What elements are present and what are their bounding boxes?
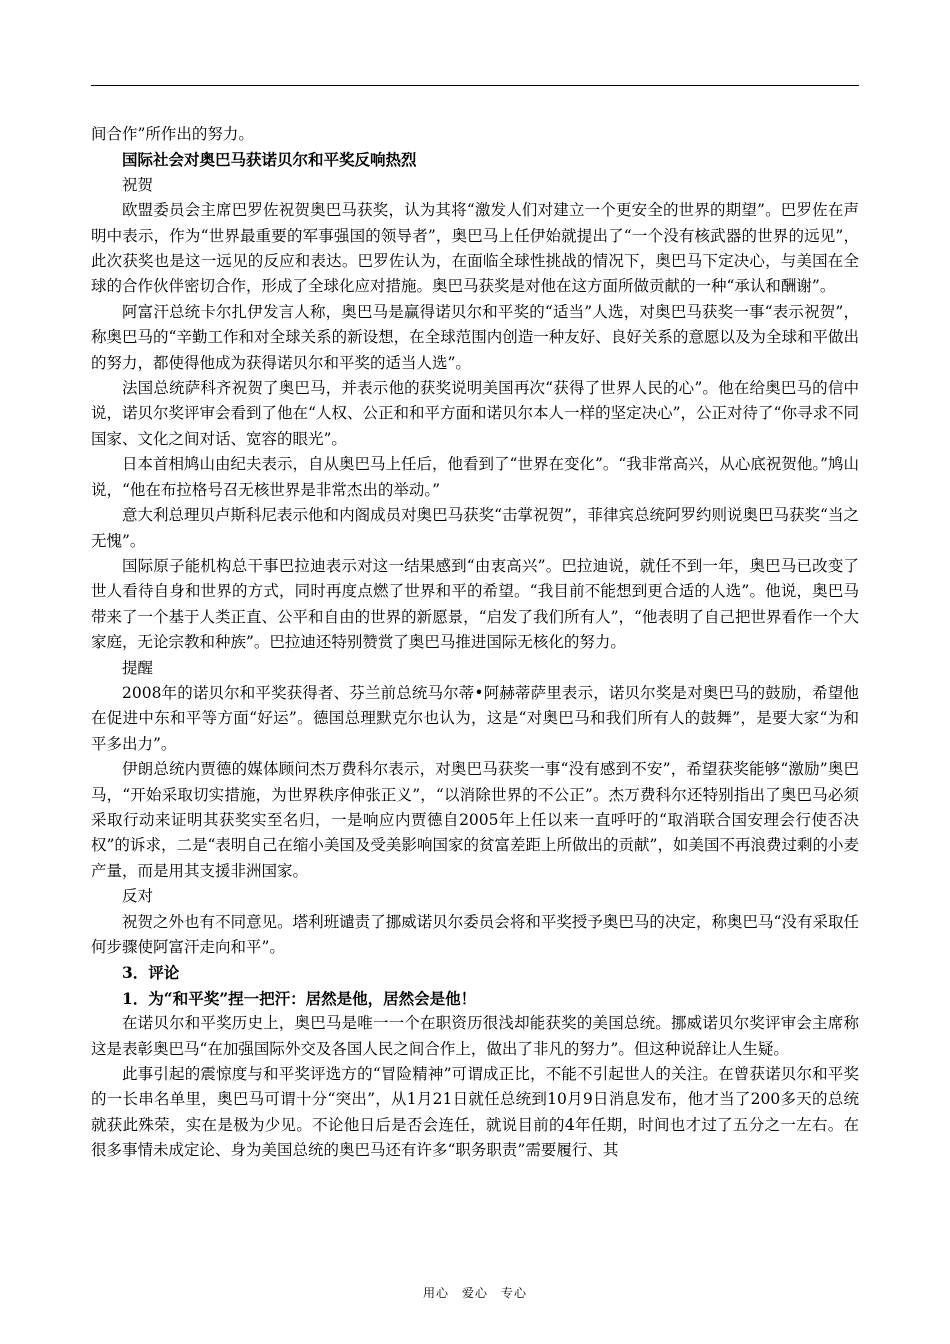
paragraph-eu: 欧盟委员会主席巴罗佐祝贺奥巴马获奖，认为其将“激发人们对建立一个更安全的世界的期望”。巴罗佐在声明中表示，作为“世界最重要的军事强国的领导者”，奥巴马上任伊始就提出了“一个没有核武器的世界的远见”，此次获奖也是这一远见的反应和表达。巴罗佐认为，在面临全球性挑战的情况下，奥巴马下定决心，与美国在全球的合作伙伴密切合作，形成了全球化应对措施。奥巴马获奖是对他在这方面所做贡献的一种“承认和酬谢”。 xyxy=(91,201,859,296)
paragraph-france: 法国总统萨科齐祝贺了奥巴马，并表示他的获奖说明美国再次“获得了世界人民的心”。他在给奥巴马的信中说，诺贝尔奖评审会看到了他在“人权、公正和和平方面和诺贝尔本人一样的坚定决心”，公正对待了“你寻求不同国家、文化之间对话、宽容的眼光”。 xyxy=(91,379,859,448)
page-footer: 用心 爱心 专心 xyxy=(422,1286,527,1300)
section-heading: 国际社会对奥巴马获诺贝尔和平奖反响热烈 xyxy=(122,150,417,170)
paragraph-iran: 伊朗总统内贾德的媒体顾问杰万费科尔表示，对奥巴马获奖一事“没有感到不安”，希望获奖能够“激励”奥巴马，“开始采取切实措施，为世界秩序伸张正义”，“以消除世界的不公正”。杰万费科尔还特别指出了奥巴马必须采取行动来证明其获奖实至名归，一是响应内贾德自2005年上任以来一直呼吁的“取消联合国安理会行使否决权”的诉求，二是“表明自己在缩小美国及受美影响国家的贫富差距上所做出的贡献”，如美国不再浪费过剩的小麦产量，而是用其支援非洲国家。 xyxy=(91,760,859,880)
paragraph-ahtisaari: 2008年的诺贝尔和平奖获得者、芬兰前总统马尔蒂•阿赫蒂萨里表示，诺贝尔奖是对奥巴马的鼓励，希望他在促进中东和平等方面“好运”。德国总理默克尔也认为，这是“对奥巴马和我们所有人的鼓舞”，是要大家“为和平多出力”。 xyxy=(91,683,859,753)
subheading-congratulations: 祝贺 xyxy=(122,175,154,194)
document-body xyxy=(91,122,859,1164)
paragraph-taliban: 祝贺之外也有不同意见。塔利班谴责了挪威诺贝尔委员会将和平奖授予奥巴马的决定，称奥巴马“没有采取任何步骤使阿富汗走向和平”。 xyxy=(91,912,859,956)
paragraph-continuation: 间合作”所作出的努力。 xyxy=(91,125,254,143)
paragraph-commentary-1: 在诺贝尔和平奖历史上，奥巴马是唯一一个在职资历很浅却能获奖的美国总统。挪威诺贝尔奖评审会主席称这是表彰奥巴马“在加强国际外交及各国人民之间合作上，做出了非凡的努力”。但这种说辞让人生疑。 xyxy=(91,1014,859,1058)
paragraph-italy: 意大利总理贝卢斯科尼表示他和内阁成员对奥巴马获奖“击掌祝贺”，菲律宾总统阿罗约则说奥巴马获奖“当之无愧”。 xyxy=(91,506,859,550)
paragraph-iaea: 国际原子能机构总干事巴拉迪表示对这一结果感到“由衷高兴”。巴拉迪说，就任不到一年，奥巴马已改变了世人看待自身和世界的方式，同时再度点燃了世界和平的希望。“我目前不能想到更合适的人选”。他说，奥巴马带来了一个基于人类正直、公平和自由的世界的新愿景，“启发了我们所有人”，“他表明了自己把世界看作一个大家庭，无论宗教和种族”。巴拉迪还特别赞赏了奥巴马推进国际无核化的努力。 xyxy=(91,556,859,652)
subheading-reminder: 提醒 xyxy=(122,658,154,677)
subheading-opposition: 反对 xyxy=(122,887,154,906)
paragraph-afghanistan: 阿富汗总统卡尔扎伊发言人称，奥巴马是赢得诺贝尔和平奖的“适当”人选，对奥巴马获奖一事“表示祝贺”，称奥巴马的“辛勤工作和对全球关系的新设想，在全球范围内创造一种友好、良好关系的意愿以及为全球和平做出的努力，都使得他成为获得诺贝尔和平奖的适当人选”。 xyxy=(91,302,859,372)
commentary-heading: 1．为“和平奖”捏一把汗：居然是他，居然会是他！ xyxy=(122,988,477,1008)
paragraph-commentary-2: 此事引起的震惊度与和平奖评选方的“冒险精神”可谓成正比，不能不引起世人的关注。在曾获诺贝尔和平奖的一长串名单里，奥巴马可谓十分“突出”，从1月21日就任总统到10月9日消息发布，他才当了200多天的总统就获此殊荣，实在是极为少见。不论他日后是否会连任，就说目前的4年任期，时间也才过了五分之一左右。在很多事情未成定论、身为美国总统的奥巴马还有许多“职务职责”需要履行、其 xyxy=(91,1065,859,1160)
header-rule xyxy=(91,85,859,86)
paragraph-japan: 日本首相鸠山由纪夫表示，自从奥巴马上任后，他看到了“世界在变化”。“我非常高兴，从心底祝贺他。”鸠山说，“他在布拉格号召无核世界是非常杰出的举动。” xyxy=(91,455,859,499)
section-number-heading: 3．评论 xyxy=(122,963,180,983)
